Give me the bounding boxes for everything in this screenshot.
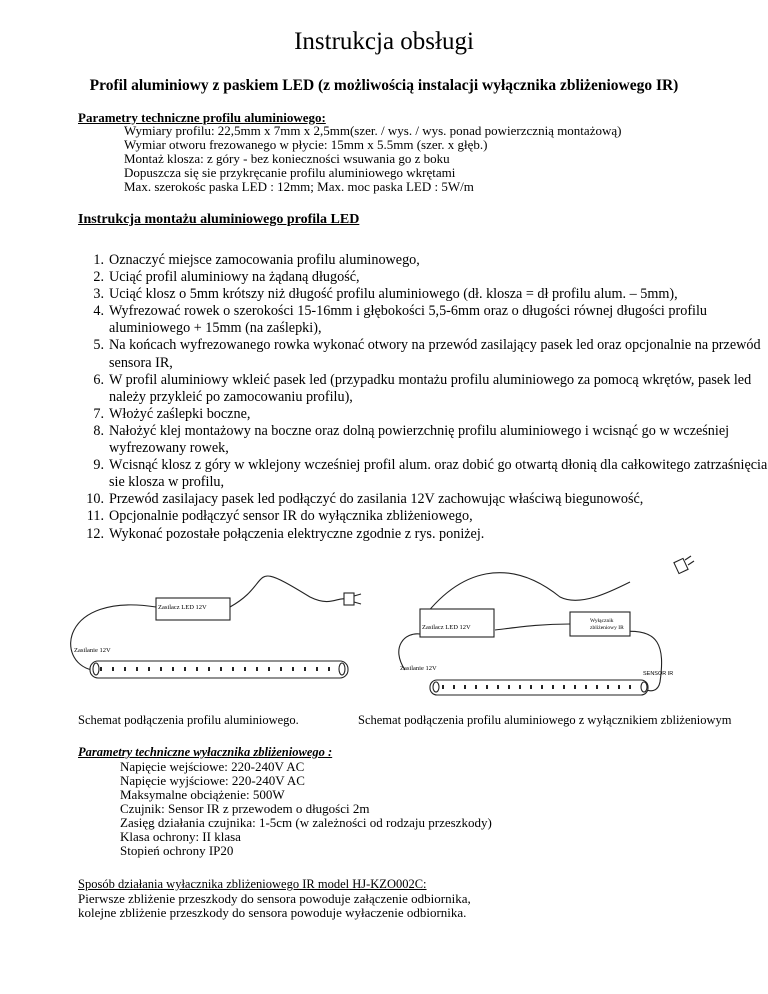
profile-param-line: Max. szerokośc paska LED : 12mm; Max. moc paska LED : 5W/m xyxy=(124,179,474,194)
right-led-profile xyxy=(430,680,648,695)
profile-param-line: Wymiar otworu frezowanego w płycie: 15mm x 5.5mm (szer. x głęb.) xyxy=(124,137,488,152)
step-item xyxy=(78,423,768,457)
step-text: Opcjonalnie podłączyć sensor IR do wyłącznika zbliżeniowego, xyxy=(109,508,473,525)
right-psu-box xyxy=(420,609,494,637)
operation-line: kolejne zbliżenie przeszkody do sensora powoduje wyłaczenie odbiornika. xyxy=(78,905,467,920)
step-number: 8. xyxy=(93,422,104,439)
switch-param-line: Czujnik: Sensor IR z przewodem o długości 2m xyxy=(120,801,370,816)
switch-param-line: Napięcie wejściowe: 220-240V AC xyxy=(120,759,305,774)
step-text: Nałożyć klej montażowy na boczne oraz dolną powierzchnię profilu aluminiowego i wcisnąć go w wcześniej wyfrezowany rowek, xyxy=(109,422,730,457)
left-diagram-caption: Schemat podłączenia profilu aluminiowego. xyxy=(78,713,299,727)
right-diagram-caption: Schemat podłączenia profilu aluminiowego z wyłącznikiem zbliżeniowym xyxy=(358,713,732,727)
operation-line: Pierwsze zbliżenie przeszkody do sensora powoduje załączenie odbiornika, xyxy=(78,891,471,906)
page-subtitle: Profil aluminiowy z paskiem LED (z możliwością instalacji wyłącznika zbliżeniowego IR) xyxy=(89,77,679,94)
switch-param-line: Zasięg działania czujnika: 1-5cm (w zależności od rodzaju przeszkody) xyxy=(120,815,492,830)
step-number: 6. xyxy=(93,371,104,388)
mounting-heading: Instrukcja montażu aluminiowego profila LED xyxy=(78,212,360,227)
ir-switch-label-line1: Wyłącznik xyxy=(590,618,614,624)
step-item xyxy=(78,508,768,525)
profile-param-line: Dopuszcza się sie przykręcanie profilu aluminiowego wkrętami xyxy=(124,165,456,180)
step-number: 1. xyxy=(93,252,104,268)
profile-param-line: Montaż klosza: z góry - bez konieczności wsuwania go z boku xyxy=(124,151,450,166)
step-number: 5. xyxy=(93,337,104,354)
profile-params-list xyxy=(124,124,621,194)
step-number: 9. xyxy=(93,457,104,474)
step-text: Wyfrezować rowek o szerokości 15-16mm i głębokości 5,5-6mm oraz o długości równej długości profilu aluminiowego + 15mm (na zaślepki), xyxy=(109,303,708,337)
switch-param-line: Klasa ochrony: II klasa xyxy=(120,829,241,844)
step-number: 4. xyxy=(93,303,104,320)
profile-params-heading: Parametry techniczne profilu aluminiowego: xyxy=(78,110,326,125)
ir-switch-box xyxy=(570,612,630,636)
step-item xyxy=(78,372,768,406)
step-item xyxy=(78,337,768,371)
mounting-steps-list xyxy=(78,252,768,543)
left-wiring-diagram xyxy=(71,576,361,678)
step-text: Na końcach wyfrezowanego rowka wykonać otwory na przewód zasilający pasek led oraz opcjonalnie na przewód sensora IR, xyxy=(109,337,761,371)
switch-param-line: Stopień ochrony IP20 xyxy=(120,843,234,858)
step-number: 2. xyxy=(93,269,104,286)
step-item xyxy=(78,252,768,269)
operation-heading: Sposób działania wyłacznika zbliżeniowego IR model HJ-KZO002C: xyxy=(78,877,427,891)
page-title: Instrukcja obsługi xyxy=(294,28,474,55)
right-psu-label: Zasilacz LED 12V xyxy=(422,624,471,631)
step-text: Uciąć profil aluminiowy na żądaną długość, xyxy=(109,269,360,286)
operation-list xyxy=(78,892,471,920)
step-number: 3. xyxy=(93,286,104,303)
step-item xyxy=(78,526,768,543)
wiring-diagram xyxy=(60,552,700,712)
right-psu-to-switch-cable xyxy=(495,624,570,630)
left-led-profile xyxy=(90,661,348,678)
right-supply-label: Zasilanie 12V xyxy=(400,665,437,672)
right-wiring-diagram xyxy=(399,556,694,695)
ir-sensor-label: SENSOR IR xyxy=(643,671,674,677)
right-plug-icon xyxy=(674,556,694,574)
profile-param-line: Wymiary profilu: 22,5mm x 7mm x 2,5mm(szer. / wys. / wys. ponad powierzcznią montażową) xyxy=(124,123,622,138)
step-text: Wykonać pozostałe połączenia elektryczne zgodnie z rys. poniżej. xyxy=(109,525,485,542)
step-item xyxy=(78,303,768,337)
switch-param-line: Maksymalne obciążenie: 500W xyxy=(120,787,285,802)
left-supply-label: Zasilanie 12V xyxy=(74,647,111,654)
step-text: Wcisnąć klosz z góry w wklejony wcześniej profil alum. oraz dobić go otwartą dłonią dla całkowitego zatrzaśnięcia sie klosza w profilu, xyxy=(109,457,768,491)
step-text: Uciąć klosz o 5mm krótszy niż długość profilu aluminiowego (dł. klosza = dł profilu alum. – 5mm), xyxy=(109,286,678,303)
step-item xyxy=(78,286,768,303)
step-item xyxy=(78,269,768,286)
step-item xyxy=(78,406,768,423)
step-number: 11. xyxy=(86,508,104,525)
switch-params-list xyxy=(120,760,492,858)
step-text: Włożyć zaślepki boczne, xyxy=(109,405,251,422)
step-item xyxy=(78,457,768,491)
left-plug-icon xyxy=(344,593,361,605)
left-supply-cable xyxy=(71,605,156,670)
left-psu-label: Zasilacz LED 12V xyxy=(158,604,207,611)
left-mains-cable xyxy=(230,576,345,607)
step-item xyxy=(78,491,768,508)
switch-params-heading: Parametry techniczne wyłacznika zbliżeniowego : xyxy=(78,745,333,759)
step-text: Oznaczyć miejsce zamocowania profilu aluminowego, xyxy=(109,252,420,268)
step-number: 12. xyxy=(86,525,104,542)
step-number: 7. xyxy=(93,405,104,422)
step-text: Przewód zasilajacy pasek led podłączyć do zasilania 12V zachowując właściwą biegunowość, xyxy=(109,491,644,508)
switch-param-line: Napięcie wyjściowe: 220-240V AC xyxy=(120,773,305,788)
ir-switch-label-line2: zbliżeniowy IR xyxy=(590,625,624,631)
step-text: W profil aluminiowy wkleić pasek led (przypadku montażu profilu aluminiowego za pomocą wkrętów, pasek led należy przykleić po zamocowaniu profilu), xyxy=(109,371,752,405)
step-number: 10. xyxy=(86,491,104,508)
